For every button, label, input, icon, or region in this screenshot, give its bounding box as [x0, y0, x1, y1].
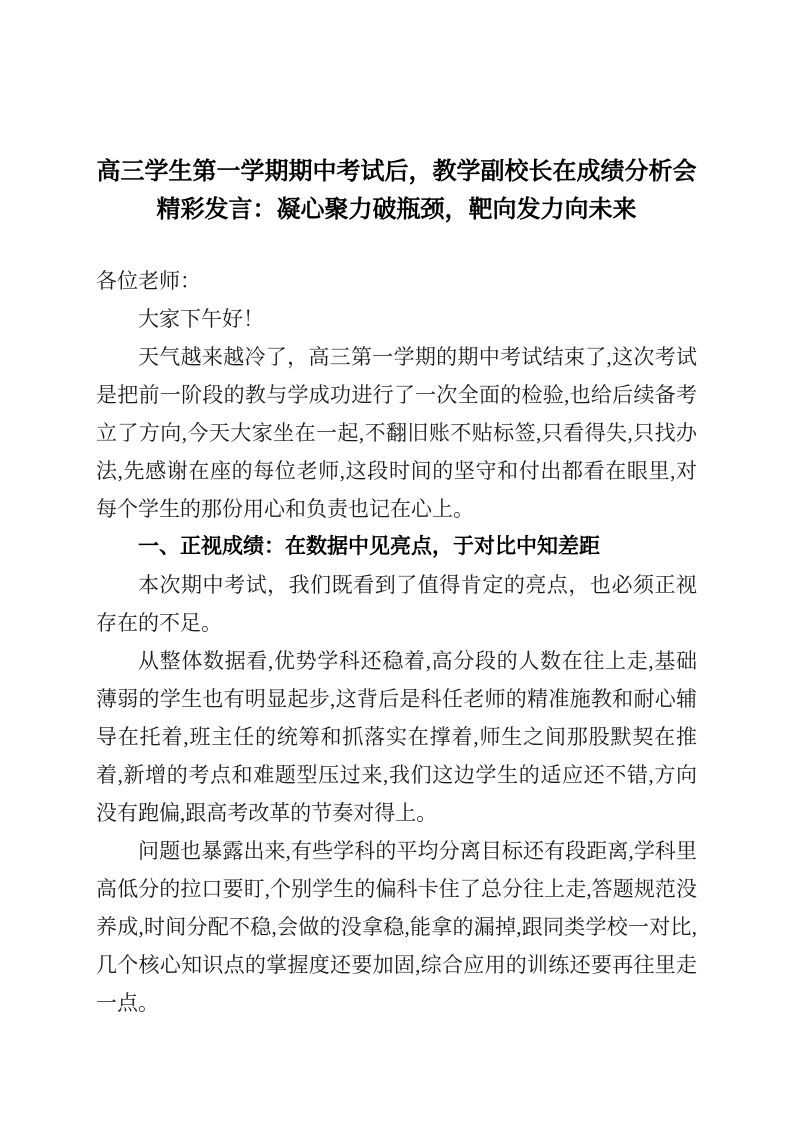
achievements-paragraph: 从整体数据看,优势学科还稳着,高分段的人数在往上走,基础薄弱的学生也有明显起步,这背后是科任老师的精准施教和耐心辅导在托着,班主任的统筹和抓落实在撑着,师生之间那股默契在推着,新增的考点和难题型压过来,我们这边学生的适应还不错,方向没有跑偏,跟高考改革的节奏对得上。	[96, 649, 697, 825]
section-1-heading: 一、正视成绩：在数据中见亮点，于对比中知差距	[138, 535, 600, 558]
problems-paragraph: 问题也暴露出来,有些学科的平均分离目标还有段距离,学科里高低分的拉口要盯,个别学生的偏科卡住了总分往上走,答题规范没养成,时间分配不稳,会做的没拿稳,能拿的漏掉,跟同类学校一对比,几个核心知识点的掌握度还要加固,综合应用的训练还要再往里走一点。	[96, 839, 697, 1015]
salutation-line: 各位老师：	[96, 269, 201, 293]
section-1-intro-paragraph: 本次期中考试，我们既看到了值得肯定的亮点，也必须正视存在的不足。	[96, 573, 697, 635]
document-body	[96, 262, 697, 1022]
document-title: 高三学生第一学期期中考试后，教学副校长在成绩分析会精彩发言：凝心聚力破瓶颈，靶向发力向未来	[96, 158, 697, 223]
opening-paragraph: 天气越来越冷了，高三第一学期的期中考试结束了,这次考试是把前一阶段的教与学成功进行了一次全面的检验,也给后续备考立了方向,今天大家坐在一起,不翻旧账不贴标签,只看得失,只找办法,先感谢在座的每位老师,这段时间的坚守和付出都看在眼里,对每个学生的那份用心和负责也记在心上。	[96, 345, 697, 521]
greeting-line: 大家下午好！	[138, 307, 264, 331]
